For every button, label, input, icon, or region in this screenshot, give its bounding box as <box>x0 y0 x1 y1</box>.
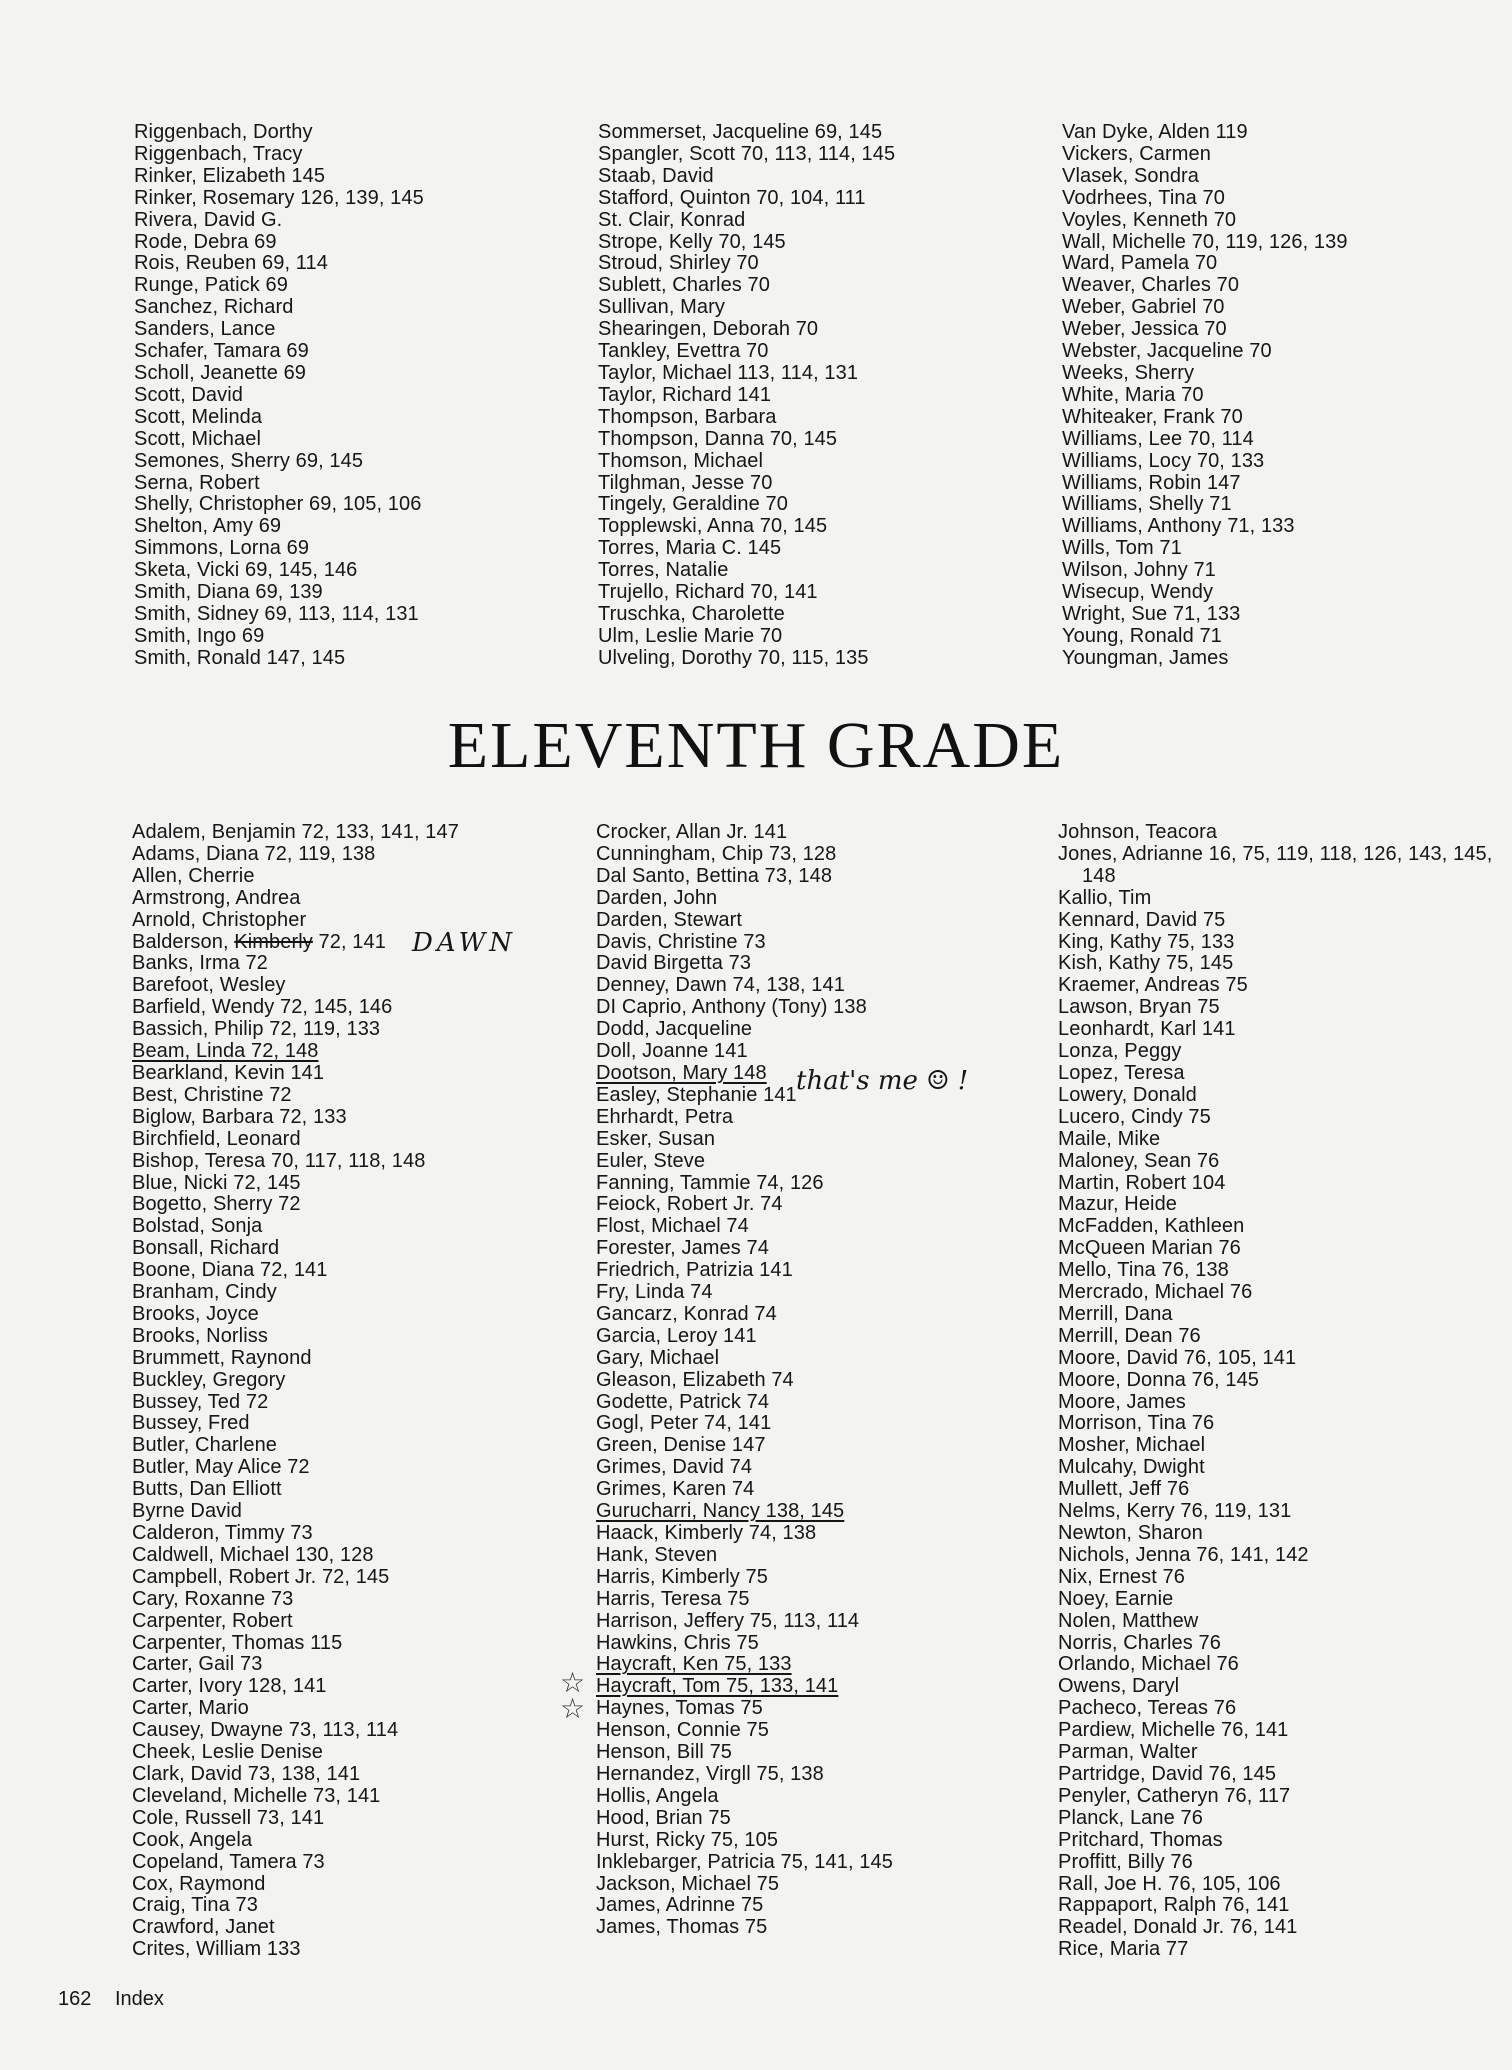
index-entry: James, Thomas 75 <box>596 1916 768 1939</box>
index-entry: Crawford, Janet <box>132 1916 275 1939</box>
index-entry: Youngman, James <box>1062 646 1229 669</box>
index-entry: Moore, David 76, 105, 141 <box>1058 1346 1297 1369</box>
index-entry: Weber, Gabriel 70 <box>1062 296 1225 319</box>
index-entry: Carter, Gail 73 <box>132 1653 263 1676</box>
index-entry: Proffitt, Billy 76 <box>1058 1850 1193 1873</box>
index-entry: Friedrich, Patrizia 141 <box>596 1259 793 1282</box>
index-entry: Whiteaker, Frank 70 <box>1062 405 1243 428</box>
index-entry: Barfield, Wendy 72, 145, 146 <box>132 996 393 1019</box>
index-entry: Serna, Robert <box>134 471 260 494</box>
index-column-top-1 <box>134 122 594 670</box>
index-entry: Harris, Kimberly 75 <box>596 1565 768 1588</box>
index-entry: Lopez, Teresa <box>1058 1061 1185 1084</box>
index-entry: Best, Christine 72 <box>132 1083 292 1106</box>
index-entry: Godette, Patrick 74 <box>596 1390 770 1413</box>
index-entry: Taylor, Michael 113, 114, 131 <box>598 361 859 384</box>
index-entry: Scholl, Jeanette 69 <box>134 361 307 384</box>
index-entry: Lucero, Cindy 75 <box>1058 1105 1211 1128</box>
index-entry: Mazur, Heide <box>1058 1193 1178 1216</box>
index-entry: Grimes, David 74 <box>596 1456 753 1479</box>
index-entry: Barefoot, Wesley <box>132 974 286 997</box>
index-entry: Nichols, Jenna 76, 141, 142 <box>1058 1543 1309 1566</box>
index-entry: Bearkland, Kevin 141 <box>132 1061 325 1084</box>
index-entry: Brooks, Norliss <box>132 1324 268 1347</box>
index-entry: Ehrhardt, Petra <box>596 1105 734 1128</box>
index-entry: Readel, Donald Jr. 76, 141 <box>1058 1916 1298 1939</box>
index-entry: Nix, Ernest 76 <box>1058 1565 1186 1588</box>
index-entry: Vlasek, Sondra <box>1062 164 1200 187</box>
index-entry: Mello, Tina 76, 138 <box>1058 1259 1229 1282</box>
index-entry: Lawson, Bryan 75 <box>1058 996 1220 1019</box>
index-entry: Biglow, Barbara 72, 133 <box>132 1105 347 1128</box>
index-entry: Cleveland, Michelle 73, 141 <box>132 1784 381 1807</box>
index-entry: Cary, Roxanne 73 <box>132 1587 294 1610</box>
index-entry: White, Maria 70 <box>1062 383 1204 406</box>
index-entry: Campbell, Robert Jr. 72, 145 <box>132 1565 390 1588</box>
index-entry: Cole, Russell 73, 141 <box>132 1806 325 1829</box>
index-entry: Pardiew, Michelle 76, 141 <box>1058 1719 1289 1742</box>
index-entry: James, Adrinne 75 <box>596 1894 764 1917</box>
index-entry: Orlando, Michael 76 <box>1058 1653 1239 1676</box>
index-entry: Riggenbach, Tracy <box>134 142 303 165</box>
index-entry: Darden, John <box>596 886 718 909</box>
index-entry: DI Caprio, Anthony (Tony) 138 <box>596 996 867 1019</box>
index-entry: Beam, Linda 72, 148 <box>132 1040 319 1063</box>
index-entry: Flost, Michael 74 <box>596 1215 749 1238</box>
index-entry: Shearingen, Deborah 70 <box>598 318 819 341</box>
index-entry: Bassich, Philip 72, 119, 133 <box>132 1018 381 1041</box>
index-entry: Sketa, Vicki 69, 145, 146 <box>134 559 358 582</box>
index-entry: Taylor, Richard 141 <box>598 383 772 406</box>
index-entry: Sanchez, Richard <box>134 296 294 319</box>
index-entry: Wilson, Johny 71 <box>1062 559 1216 582</box>
index-entry: Ulm, Leslie Marie 70 <box>598 624 783 647</box>
index-entry: Leonhardt, Karl 141 <box>1058 1018 1236 1041</box>
index-entry: Brummett, Raynond <box>132 1346 312 1369</box>
hand-drawn-star-icon: ☆ <box>560 1667 586 1698</box>
index-entry: McQueen Marian 76 <box>1058 1237 1241 1260</box>
index-entry: Smith, Ingo 69 <box>134 624 265 647</box>
index-entry: Thomson, Michael <box>598 449 763 472</box>
index-entry: Butts, Dan Elliott <box>132 1478 282 1501</box>
index-entry: Fry, Linda 74 <box>596 1281 713 1304</box>
index-entry: Rois, Reuben 69, 114 <box>134 252 328 275</box>
index-entry: Harris, Teresa 75 <box>596 1587 750 1610</box>
index-entry: Euler, Steve <box>596 1149 706 1172</box>
index-entry: Williams, Anthony 71, 133 <box>1062 515 1295 538</box>
index-entry: Williams, Locy 70, 133 <box>1062 449 1265 472</box>
index-entry: Doll, Joanne 141 <box>596 1040 748 1063</box>
index-entry: Forester, James 74 <box>596 1237 769 1260</box>
index-entry: Strope, Kelly 70, 145 <box>598 230 786 253</box>
index-entry: Mosher, Michael <box>1058 1434 1206 1457</box>
index-entry: Williams, Robin 147 <box>1062 471 1241 494</box>
index-entry: Maloney, Sean 76 <box>1058 1149 1220 1172</box>
index-entry: Nelms, Kerry 76, 119, 131 <box>1058 1500 1292 1523</box>
index-entry: Hurst, Ricky 75, 105 <box>596 1828 779 1851</box>
index-entry: Parman, Walter <box>1058 1741 1198 1764</box>
index-entry: Young, Ronald 71 <box>1062 624 1222 647</box>
index-entry: Henson, Bill 75 <box>596 1741 733 1764</box>
index-entry: Planck, Lane 76 <box>1058 1806 1203 1829</box>
index-entry: Partridge, David 76, 145 <box>1058 1762 1277 1785</box>
index-entry: Balderson, Kimberly 72, 141 <box>132 930 386 953</box>
index-entry: Owens, Daryl <box>1058 1675 1180 1698</box>
index-entry: Semones, Sherry 69, 145 <box>134 449 364 472</box>
index-entry: Moore, James <box>1058 1390 1186 1413</box>
index-entry: Dodd, Jacqueline <box>596 1018 753 1041</box>
index-entry: Craig, Tina 73 <box>132 1894 258 1917</box>
index-entry: McFadden, Kathleen <box>1058 1215 1245 1238</box>
index-entry: Thompson, Barbara <box>598 405 777 428</box>
index-entry: Haycraft, Ken 75, 133 <box>596 1653 792 1676</box>
index-entry: David Birgetta 73 <box>596 952 752 975</box>
index-entry: Ulveling, Dorothy 70, 115, 135 <box>598 646 869 669</box>
index-entry: Bussey, Ted 72 <box>132 1390 269 1413</box>
index-entry: Darden, Stewart <box>596 908 743 931</box>
index-entry: Causey, Dwayne 73, 113, 114 <box>132 1719 399 1742</box>
index-entry: Buckley, Gregory <box>132 1368 286 1391</box>
index-entry: Stafford, Quinton 70, 104, 111 <box>598 186 866 209</box>
index-entry: Weber, Jessica 70 <box>1062 318 1227 341</box>
index-entry: Brooks, Joyce <box>132 1302 259 1325</box>
index-entry: Carpenter, Robert <box>132 1609 293 1632</box>
index-entry: Wills, Tom 71 <box>1062 537 1182 560</box>
index-column-bottom-1 <box>132 822 592 1961</box>
index-entry: Williams, Shelly 71 <box>1062 493 1232 516</box>
index-entry: Sullivan, Mary <box>598 296 725 319</box>
index-entry: Merrill, Dean 76 <box>1058 1324 1201 1347</box>
index-entry: Kennard, David 75 <box>1058 908 1226 931</box>
index-entry: Adalem, Benjamin 72, 133, 141, 147 <box>132 821 459 843</box>
index-entry: Haack, Kimberly 74, 138 <box>596 1522 817 1544</box>
index-entry: Newton, Sharon <box>1058 1522 1203 1544</box>
index-entry: Armstrong, Andrea <box>132 886 301 909</box>
index-entry: Tankley, Evettra 70 <box>598 340 769 363</box>
index-entry: Rivera, David G. <box>134 208 283 231</box>
index-entry: Carter, Ivory 128, 141 <box>132 1675 327 1698</box>
index-entry: Cheek, Leslie Denise <box>132 1741 323 1764</box>
index-column-bottom-2 <box>596 822 1056 1939</box>
hand-drawn-star-icon: ☆ <box>560 1693 586 1724</box>
index-entry: Wall, Michelle 70, 119, 126, 139 <box>1062 230 1348 253</box>
index-entry: Truschka, Charolette <box>598 602 785 625</box>
index-entry: Blue, Nicki 72, 145 <box>132 1171 301 1194</box>
index-entry: Adams, Diana 72, 119, 138 <box>132 842 376 865</box>
index-entry: Schafer, Tamara 69 <box>134 340 309 363</box>
index-entry: Carpenter, Thomas 115 <box>132 1631 343 1654</box>
index-entry: Webster, Jacqueline 70 <box>1062 340 1272 363</box>
index-entry: Vodrhees, Tina 70 <box>1062 186 1225 209</box>
index-entry: Hank, Steven <box>596 1543 718 1566</box>
index-entry: Scott, Michael <box>134 427 262 450</box>
index-entry: Weaver, Charles 70 <box>1062 274 1240 297</box>
section-heading: ELEVENTH GRADE <box>447 709 1065 782</box>
index-entry: Norris, Charles 76 <box>1058 1631 1221 1654</box>
index-entry: Pacheco, Tereas 76 <box>1058 1697 1237 1720</box>
index-entry: Esker, Susan <box>596 1127 716 1150</box>
index-entry: Sublett, Charles 70 <box>598 274 770 297</box>
index-entry: Van Dyke, Alden 119 <box>1062 121 1248 143</box>
index-entry: Arnold, Christopher <box>132 908 307 931</box>
index-entry: Trujello, Richard 70, 141 <box>598 581 818 604</box>
handwritten-thats-me: that's me ☺ ! <box>796 1066 969 1096</box>
index-entry: Gurucharri, Nancy 138, 145 <box>596 1500 845 1523</box>
index-entry: Hernandez, Virgll 75, 138 <box>596 1762 824 1785</box>
index-entry: Martin, Robert 104 <box>1058 1171 1226 1194</box>
index-entry: Gogl, Peter 74, 141 <box>596 1412 772 1435</box>
index-entry: Cox, Raymond <box>132 1872 266 1895</box>
index-entry: Bolstad, Sonja <box>132 1215 263 1238</box>
index-entry: Lonza, Peggy <box>1058 1040 1182 1063</box>
handwritten-dawn: DAWN <box>412 928 517 958</box>
index-entry: Sanders, Lance <box>134 318 276 341</box>
index-entry: St. Clair, Konrad <box>598 208 746 231</box>
index-entry: Wisecup, Wendy <box>1062 581 1214 604</box>
index-entry: Allen, Cherrie <box>132 864 255 887</box>
page-number: 162 <box>58 1988 92 2010</box>
index-entry: Rappaport, Ralph 76, 141 <box>1058 1894 1290 1917</box>
index-entry: Topplewski, Anna 70, 145 <box>598 515 828 538</box>
index-entry: Rall, Joe H. 76, 105, 106 <box>1058 1872 1281 1895</box>
index-entry: Denney, Dawn 74, 138, 141 <box>596 974 845 997</box>
index-entry: Voyles, Kenneth 70 <box>1062 208 1237 231</box>
index-entry: Cook, Angela <box>132 1828 253 1851</box>
index-column-top-2 <box>598 122 1058 670</box>
index-entry: Bishop, Teresa 70, 117, 118, 148 <box>132 1149 426 1172</box>
index-entry: Rice, Maria 77 <box>1058 1938 1189 1961</box>
index-entry: Easley, Stephanie 141 <box>596 1083 797 1106</box>
index-entry: Noey, Earnie <box>1058 1587 1174 1610</box>
index-entry: King, Kathy 75, 133 <box>1058 930 1235 953</box>
index-entry: Williams, Lee 70, 114 <box>1062 427 1254 450</box>
index-entry: Carter, Mario <box>132 1697 249 1720</box>
index-entry: Clark, David 73, 138, 141 <box>132 1762 361 1785</box>
index-entry: Thompson, Danna 70, 145 <box>598 427 838 450</box>
index-entry: Caldwell, Michael 130, 128 <box>132 1543 374 1566</box>
index-entry: Jones, Adrianne 16, 75, 119, 118, 126, 143, 145, 148 <box>1058 842 1493 887</box>
index-entry: Tilghman, Jesse 70 <box>598 471 773 494</box>
index-entry: Tingely, Geraldine 70 <box>598 493 788 516</box>
index-entry: Shelton, Amy 69 <box>134 515 282 538</box>
index-entry: Haynes, Tomas 75 <box>596 1697 763 1720</box>
index-entry: Staab, David <box>598 164 714 187</box>
index-entry: Penyler, Catheryn 76, 117 <box>1058 1784 1291 1807</box>
index-entry: Boone, Diana 72, 141 <box>132 1259 328 1282</box>
index-column-top-3 <box>1062 122 1512 670</box>
index-entry: Feiock, Robert Jr. 74 <box>596 1193 783 1216</box>
index-entry: Garcia, Leroy 141 <box>596 1324 757 1347</box>
index-entry: Grimes, Karen 74 <box>596 1478 755 1501</box>
index-entry: Moore, Donna 76, 145 <box>1058 1368 1260 1391</box>
index-entry: Smith, Diana 69, 139 <box>134 581 323 604</box>
index-entry: Mulcahy, Dwight <box>1058 1456 1205 1479</box>
index-entry: Pritchard, Thomas <box>1058 1828 1223 1851</box>
index-entry: Harrison, Jeffery 75, 113, 114 <box>596 1609 860 1632</box>
index-entry: Kraemer, Andreas 75 <box>1058 974 1248 997</box>
index-entry: Dal Santo, Bettina 73, 148 <box>596 864 833 887</box>
index-entry: Weeks, Sherry <box>1062 361 1195 384</box>
index-entry: Hawkins, Chris 75 <box>596 1631 759 1654</box>
index-entry: Rinker, Rosemary 126, 139, 145 <box>134 186 424 209</box>
index-entry: Calderon, Timmy 73 <box>132 1522 313 1544</box>
index-entry: Smith, Ronald 147, 145 <box>134 646 346 669</box>
index-entry: Bogetto, Sherry 72 <box>132 1193 301 1216</box>
index-entry: Sommerset, Jacqueline 69, 145 <box>598 121 883 143</box>
index-entry: Kish, Kathy 75, 145 <box>1058 952 1234 975</box>
index-entry: Haycraft, Tom 75, 133, 141 <box>596 1675 839 1698</box>
index-entry: Morrison, Tina 76 <box>1058 1412 1215 1435</box>
footer-section-label: Index <box>114 1988 164 2010</box>
index-entry: Branham, Cindy <box>132 1281 277 1304</box>
index-entry: Davis, Christine 73 <box>596 930 766 953</box>
index-entry: Mullett, Jeff 76 <box>1058 1478 1190 1501</box>
index-entry: Spangler, Scott 70, 113, 114, 145 <box>598 142 896 165</box>
index-entry: Torres, Natalie <box>598 559 729 582</box>
index-entry: Shelly, Christopher 69, 105, 106 <box>134 493 422 516</box>
index-entry: Jackson, Michael 75 <box>596 1872 780 1895</box>
index-entry: Banks, Irma 72 <box>132 952 268 975</box>
index-entry: Lowery, Donald <box>1058 1083 1197 1106</box>
index-entry: Nolen, Matthew <box>1058 1609 1199 1632</box>
index-entry: Rinker, Elizabeth 145 <box>134 164 326 187</box>
index-entry: Hollis, Angela <box>596 1784 719 1807</box>
index-column-bottom-3 <box>1058 822 1512 1961</box>
page-footer <box>58 1988 182 2011</box>
index-entry: Stroud, Shirley 70 <box>598 252 759 275</box>
index-entry: Scott, David <box>134 383 244 406</box>
index-entry: Kallio, Tim <box>1058 886 1152 909</box>
index-entry: Rode, Debra 69 <box>134 230 277 253</box>
index-entry: Gleason, Elizabeth 74 <box>596 1368 794 1391</box>
index-entry: Runge, Patick 69 <box>134 274 288 297</box>
index-entry: Bussey, Fred <box>132 1412 250 1435</box>
index-entry: Gary, Michael <box>596 1346 720 1369</box>
index-entry: Torres, Maria C. 145 <box>598 537 782 560</box>
index-entry: Maile, Mike <box>1058 1127 1161 1150</box>
index-entry: Butler, May Alice 72 <box>132 1456 310 1479</box>
index-entry: Wright, Sue 71, 133 <box>1062 602 1241 625</box>
index-entry: Ward, Pamela 70 <box>1062 252 1218 275</box>
index-entry: Dootson, Mary 148 <box>596 1061 767 1084</box>
index-entry: Scott, Melinda <box>134 405 263 428</box>
index-entry: Smith, Sidney 69, 113, 114, 131 <box>134 602 419 625</box>
index-entry: Copeland, Tamera 73 <box>132 1850 325 1873</box>
index-entry: Butler, Charlene <box>132 1434 278 1457</box>
index-entry: Hood, Brian 75 <box>596 1806 731 1829</box>
index-entry: Byrne David <box>132 1500 243 1523</box>
index-entry: Crocker, Allan Jr. 141 <box>596 821 788 843</box>
index-entry: Henson, Connie 75 <box>596 1719 769 1742</box>
index-entry: Inklebarger, Patricia 75, 141, 145 <box>596 1850 893 1873</box>
index-entry: Bonsall, Richard <box>132 1237 280 1260</box>
index-entry: Cunningham, Chip 73, 128 <box>596 842 837 865</box>
index-entry: Simmons, Lorna 69 <box>134 537 310 560</box>
index-entry: Mercrado, Michael 76 <box>1058 1281 1253 1304</box>
index-entry: Gancarz, Konrad 74 <box>596 1302 777 1325</box>
index-entry: Vickers, Carmen <box>1062 142 1211 165</box>
index-entry: Green, Denise 147 <box>596 1434 766 1457</box>
index-entry: Merrill, Dana <box>1058 1302 1173 1325</box>
index-entry: Crites, William 133 <box>132 1938 301 1961</box>
index-entry: Birchfield, Leonard <box>132 1127 301 1150</box>
index-entry: Johnson, Teacora <box>1058 821 1218 843</box>
index-entry: Riggenbach, Dorthy <box>134 121 313 143</box>
index-entry: Fanning, Tammie 74, 126 <box>596 1171 824 1194</box>
